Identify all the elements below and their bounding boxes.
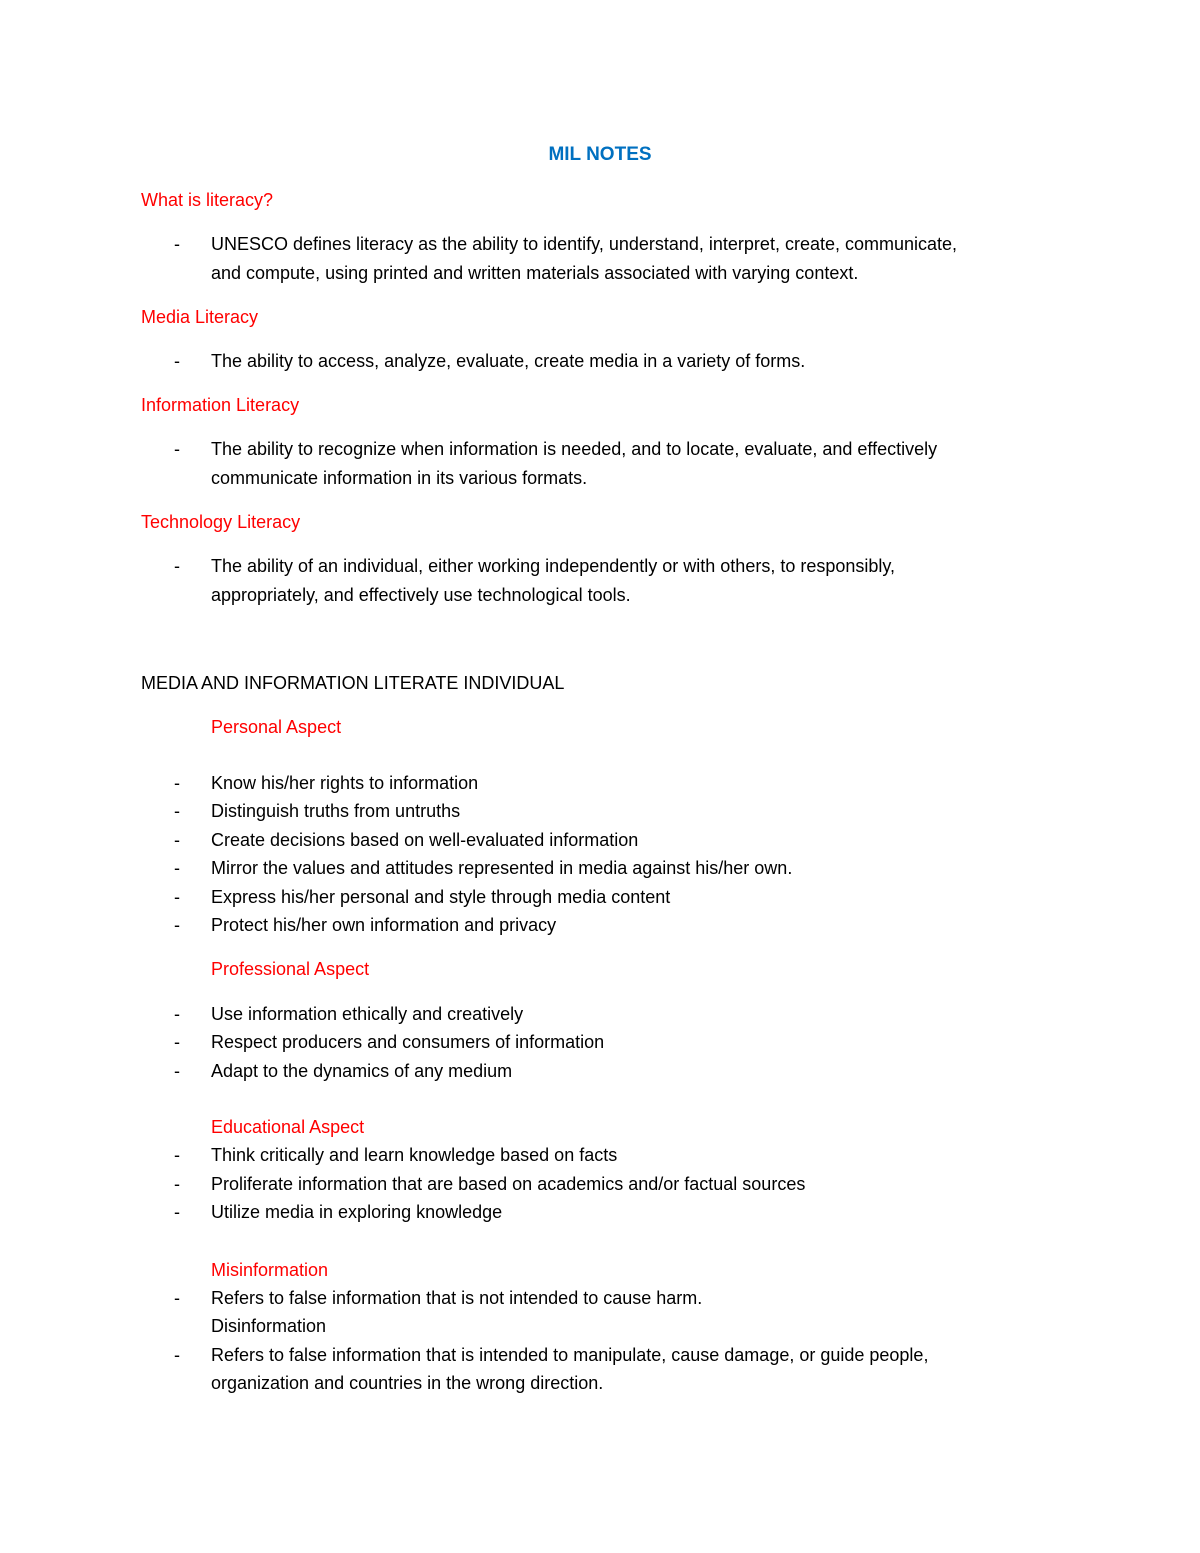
professional-item: Respect producers and consumers of information <box>211 1032 605 1052</box>
bullet-dash: - <box>174 1032 180 1052</box>
bullet-dash: - <box>174 773 180 793</box>
personal-item: Distinguish truths from untruths <box>211 801 461 821</box>
bullet-dash: - <box>174 1202 180 1222</box>
professional-item: Adapt to the dynamics of any medium <box>211 1061 513 1081</box>
media-line-1: The ability to access, analyze, evaluate, create media in a variety of forms. <box>211 351 806 371</box>
bullet-dash: - <box>174 858 180 878</box>
disinformation-line-1: Refers to false information that is intended to manipulate, cause damage, or guide people, <box>211 1345 929 1365</box>
bullet-dash: - <box>174 830 180 850</box>
bullet-dash: - <box>174 1145 180 1165</box>
heading-information-literacy: Information Literacy <box>141 395 300 415</box>
personal-item: Know his/her rights to information <box>211 773 479 793</box>
information-line-2: communicate information in its various formats. <box>211 468 588 488</box>
literacy-line-1: UNESCO defines literacy as the ability to identify, understand, interpret, create, communicate, <box>211 234 958 254</box>
heading-literacy: What is literacy? <box>141 190 274 210</box>
heading-media-literacy: Media Literacy <box>141 307 259 327</box>
heading-personal-aspect: Personal Aspect <box>211 717 342 737</box>
bullet-dash: - <box>174 439 180 459</box>
personal-item: Protect his/her own information and privacy <box>211 915 557 935</box>
disinformation-line-2: organization and countries in the wrong direction. <box>211 1373 604 1393</box>
personal-item: Create decisions based on well-evaluated information <box>211 830 639 850</box>
bullet-dash: - <box>174 1345 180 1365</box>
educational-item: Proliferate information that are based on academics and/or factual sources <box>211 1174 806 1194</box>
personal-item: Express his/her personal and style through media content <box>211 887 671 907</box>
bullet-dash: - <box>174 234 180 254</box>
bullet-dash: - <box>174 1288 180 1308</box>
bullet-dash: - <box>174 1004 180 1024</box>
bullet-dash: - <box>174 1061 180 1081</box>
technology-line-1: The ability of an individual, either working independently or with others, to responsibly, <box>211 556 896 576</box>
bullet-dash: - <box>174 801 180 821</box>
educational-item: Utilize media in exploring knowledge <box>211 1202 503 1222</box>
misinformation-item: Refers to false information that is not intended to cause harm. <box>211 1288 703 1308</box>
page-title: MIL NOTES <box>548 144 652 165</box>
personal-item: Mirror the values and attitudes represented in media against his/her own. <box>211 858 793 878</box>
bullet-dash: - <box>174 887 180 907</box>
information-line-1: The ability to recognize when information is needed, and to locate, evaluate, and effectively <box>211 439 938 459</box>
heading-technology-literacy: Technology Literacy <box>141 512 301 532</box>
bullet-dash: - <box>174 556 180 576</box>
literacy-line-2: and compute, using printed and written materials associated with varying context. <box>211 263 859 283</box>
educational-item: Think critically and learn knowledge based on facts <box>211 1145 618 1165</box>
bullet-dash: - <box>174 915 180 935</box>
bullet-dash: - <box>174 1174 180 1194</box>
professional-item: Use information ethically and creatively <box>211 1004 524 1024</box>
heading-misinformation: Misinformation <box>211 1260 329 1280</box>
heading-educational-aspect: Educational Aspect <box>211 1117 365 1137</box>
heading-professional-aspect: Professional Aspect <box>211 959 370 979</box>
heading-mil-individual: MEDIA AND INFORMATION LITERATE INDIVIDUAL <box>141 673 565 693</box>
heading-disinformation: Disinformation <box>211 1316 327 1336</box>
bullet-dash: - <box>174 351 180 371</box>
technology-line-2: appropriately, and effectively use technological tools. <box>211 585 631 605</box>
